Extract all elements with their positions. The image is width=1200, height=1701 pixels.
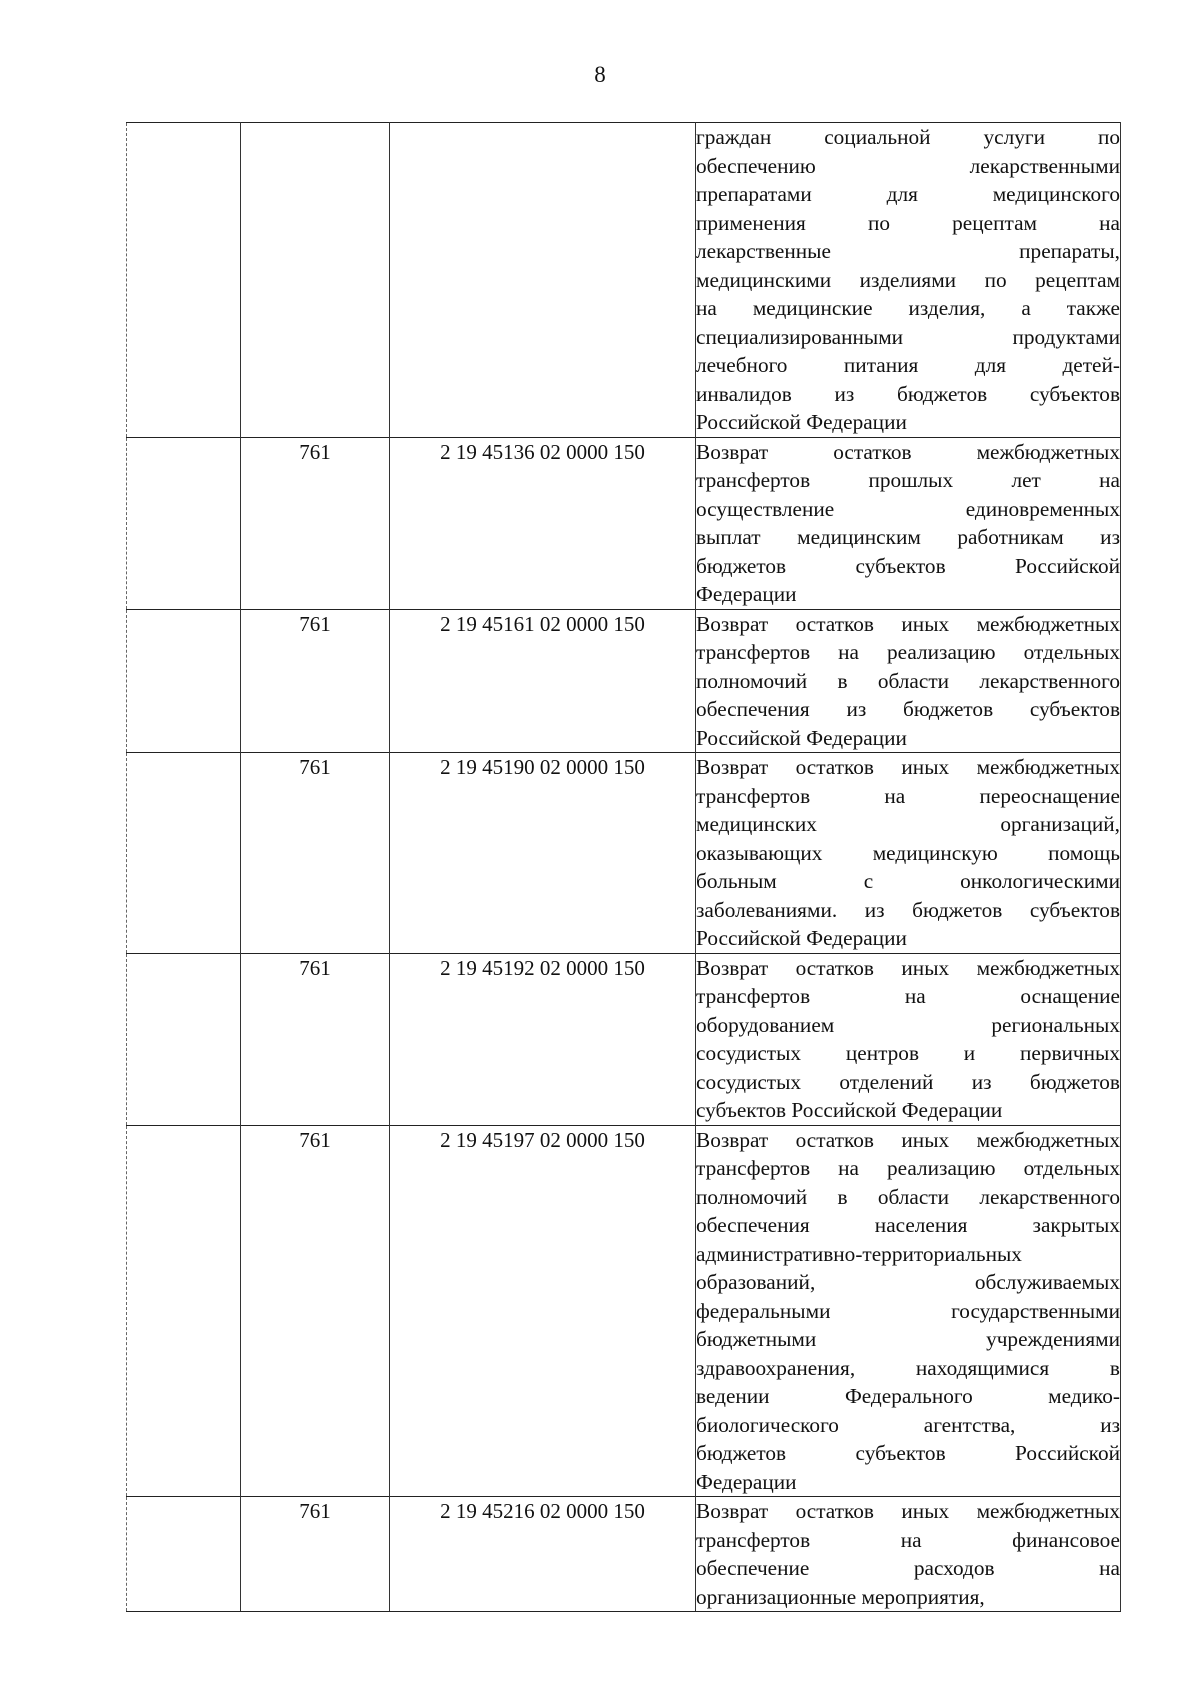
description-line: обеспечению лекарственными	[696, 153, 1120, 178]
description-cell	[696, 953, 1121, 1125]
kbk-code-cell: 2 19 45216 02 0000 150	[390, 1497, 696, 1612]
description-line: организационные мероприятия,	[696, 1584, 985, 1609]
description-line: оказывающих медицинскую помощь	[696, 840, 1120, 865]
description-line: Российской Федерации	[696, 410, 907, 434]
admin-code-cell: 761	[241, 609, 390, 753]
admin-code-cell	[241, 123, 390, 438]
table-row	[127, 437, 1121, 609]
description-line: трансфертов на реализацию отдельных	[696, 640, 1120, 664]
empty-cell	[127, 1497, 241, 1612]
description-line: обеспечения из бюджетов субъектов	[696, 697, 1120, 721]
description-line: Возврат остатков иных межбюджетных	[696, 755, 1120, 779]
admin-code-cell: 761	[241, 953, 390, 1125]
description-line: ведении Федерального медико-	[696, 1384, 1120, 1408]
description-line: Российской Федерации	[696, 926, 907, 950]
description-line: на медицинские изделия, а также	[696, 296, 1120, 320]
kbk-code-cell	[390, 123, 696, 438]
description-line: субъектов Российской Федерации	[696, 1098, 1003, 1122]
description-cell	[696, 1125, 1121, 1497]
description-line: специализированными продуктами	[696, 324, 1120, 349]
kbk-code-cell: 2 19 45136 02 0000 150	[390, 437, 696, 609]
description-line: выплат медицинским работникам из	[696, 525, 1120, 549]
description-cell	[696, 123, 1121, 438]
description-line: трансфертов на переоснащение	[696, 783, 1120, 808]
description-line: трансфертов прошлых лет на	[696, 468, 1120, 492]
admin-code-cell: 761	[241, 1125, 390, 1497]
empty-cell	[127, 953, 241, 1125]
description-line: Российской Федерации	[696, 725, 907, 750]
description-line: административно-территориальных	[696, 1241, 1022, 1266]
description-line: обеспечения населения закрытых	[696, 1213, 1120, 1237]
description-line: бюджетными учреждениями	[696, 1327, 1120, 1351]
description-line: трансфертов на оснащение	[696, 984, 1120, 1008]
empty-cell	[127, 1125, 241, 1497]
description-cell	[696, 437, 1121, 609]
description-line: бюджетов субъектов Российской	[696, 1441, 1120, 1465]
description-line: заболеваниями. из бюджетов субъектов	[696, 897, 1120, 922]
table-row	[127, 609, 1121, 753]
description-line: Федерации	[696, 1469, 797, 1494]
description-cell	[696, 753, 1121, 954]
description-line: Федерации	[696, 582, 797, 606]
empty-cell	[127, 609, 241, 753]
description-line: осуществление единовременных	[696, 496, 1120, 521]
description-line: здравоохранения, находящимися в	[696, 1355, 1120, 1380]
description-line: Возврат остатков иных межбюджетных	[696, 611, 1120, 636]
table-row	[127, 753, 1121, 954]
description-line: больным с онкологическими	[696, 869, 1120, 893]
description-line: биологического агентства, из	[696, 1412, 1120, 1437]
description-line: лечебного питания для детей-	[696, 353, 1120, 377]
description-line: Возврат остатков иных межбюджетных	[696, 1127, 1120, 1152]
table-row	[127, 1497, 1121, 1612]
description-line: сосудистых отделений из бюджетов	[696, 1069, 1120, 1094]
kbk-code-cell: 2 19 45161 02 0000 150	[390, 609, 696, 753]
kbk-code-cell: 2 19 45192 02 0000 150	[390, 953, 696, 1125]
empty-cell	[127, 437, 241, 609]
description-cell	[696, 1497, 1121, 1612]
description-line: лекарственные препараты,	[696, 239, 1120, 263]
description-line: граждан социальной услуги по	[696, 125, 1120, 149]
description-line: препаратами для медицинского	[696, 182, 1120, 206]
description-line: федеральными государственными	[696, 1298, 1120, 1323]
table-row	[127, 1125, 1121, 1497]
description-line: применения по рецептам на	[696, 210, 1120, 235]
description-cell	[696, 609, 1121, 753]
description-line: медицинскими изделиями по рецептам	[696, 267, 1120, 292]
empty-cell	[127, 753, 241, 954]
description-line: Возврат остатков иных межбюджетных	[696, 955, 1120, 980]
table-row	[127, 123, 1121, 438]
description-line: полномочий в области лекарственного	[696, 668, 1120, 693]
empty-cell	[127, 123, 241, 438]
description-line: Возврат остатков иных межбюджетных	[696, 1499, 1120, 1523]
kbk-code-cell: 2 19 45197 02 0000 150	[390, 1125, 696, 1497]
description-line: образований, обслуживаемых	[696, 1270, 1120, 1294]
description-line: бюджетов субъектов Российской	[696, 553, 1120, 578]
description-line: трансфертов на реализацию отдельных	[696, 1156, 1120, 1180]
table-body	[127, 123, 1121, 1612]
description-line: медицинских организаций,	[696, 812, 1120, 836]
description-line: инвалидов из бюджетов субъектов	[696, 381, 1120, 406]
description-line: полномочий в области лекарственного	[696, 1184, 1120, 1209]
table-row	[127, 953, 1121, 1125]
description-line: обеспечение расходов на	[696, 1556, 1120, 1580]
description-line: оборудованием региональных	[696, 1012, 1120, 1037]
budget-code-table	[126, 122, 1121, 1612]
kbk-code-cell: 2 19 45190 02 0000 150	[390, 753, 696, 954]
description-line: трансфертов на финансовое	[696, 1527, 1120, 1552]
admin-code-cell: 761	[241, 437, 390, 609]
description-line: сосудистых центров и первичных	[696, 1041, 1120, 1065]
admin-code-cell: 761	[241, 1497, 390, 1612]
page-number: 8	[594, 62, 606, 87]
description-line: Возврат остатков межбюджетных	[696, 439, 1120, 464]
admin-code-cell: 761	[241, 753, 390, 954]
